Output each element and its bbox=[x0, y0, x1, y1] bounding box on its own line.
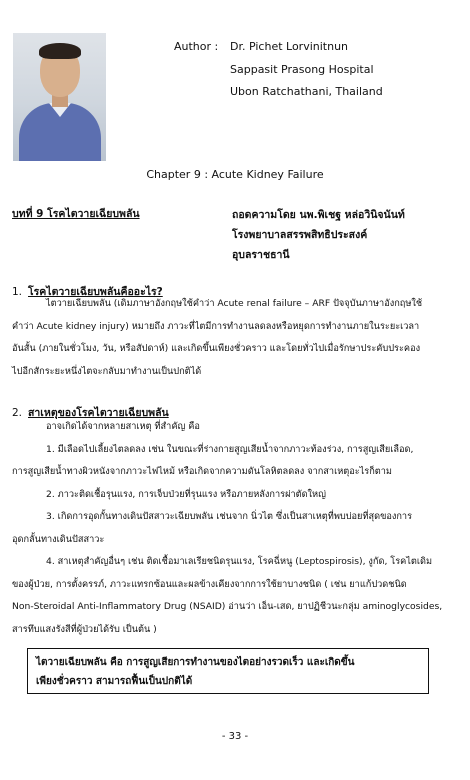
translator-line: ถอดความโดย นพ.พิเชฐ หล่อวินิจนันท์ bbox=[232, 209, 405, 221]
page-number: - 33 - bbox=[221, 731, 249, 742]
list-item-line: 4. สาเหตุสำคัญอื่นๆ เช่น ติดเชื้อมาเลเรียชนิดรุนแรง, โรคฉี่หนู (Leptospirosis), งูกัด, โรคไตเดิม bbox=[46, 556, 433, 567]
definition-box bbox=[27, 648, 429, 694]
list-item-line: ของผู้ป่วย, การตั้งครรภ์, ภาวะแทรกซ้อนและผลข้างเคียงจากการใช้ยาบางชนิด ( เช่น ยาแก้ปวดชนิด bbox=[12, 578, 407, 590]
list-item-line: 2. ภาวะติดเชื้อรุนแรง, การเจ็บป่วยที่รุนแรง หรือภายหลังการผ่าตัดใหญ่ bbox=[46, 488, 326, 500]
translator-hospital: โรงพยาบาลสรรพสิทธิประสงค์ bbox=[232, 229, 368, 241]
paragraph-line: คำว่า Acute kidney injury) หมายถึง ภาวะที่ไตมีการทำงานลดลงหรือหยุดการทำงานภายในระยะเวลา bbox=[12, 320, 420, 332]
author-photo bbox=[13, 33, 106, 161]
photo-hair bbox=[39, 43, 81, 59]
section1-title: โรคไตวายเฉียบพลันคืออะไร? bbox=[28, 286, 163, 298]
definition-line: เพียงชั่วคราว สามารถฟื้นเป็นปกติได้ bbox=[36, 676, 193, 687]
section2-body bbox=[12, 416, 458, 641]
author-location: Ubon Ratchathani, Thailand bbox=[230, 85, 383, 98]
author-hospital: Sappasit Prasong Hospital bbox=[230, 62, 374, 76]
author-block bbox=[174, 36, 383, 104]
paragraph-line: อันสั้น (ภายในชั่วโมง, วัน, หรือสัปดาห์) และเกิดขึ้นเพียงชั่วคราว และโดยทั่วไปเมื่อรักษาประคับประคอง bbox=[12, 343, 421, 354]
list-item-line: 1. มีเลือดไปเลี้ยงไตลดลง เช่น ในขณะที่ร่างกายสูญเสียน้ำจากภาวะท้องร่วง, การสูญเสียเลือด, bbox=[46, 443, 414, 455]
list-item-line: 3. เกิดการอุดกั้นทางเดินปัสสาวะเฉียบพลัน เช่นจาก นิ่วไต ซึ่งเป็นสาเหตุที่พบบ่อยที่สุดของการ bbox=[46, 511, 413, 522]
paragraph-line: ไตวายเฉียบพลัน (เดิมภาษาอังกฤษใช้คำว่า Acute renal failure – ARF ปัจจุบันภาษาอังกฤษใช้ bbox=[46, 298, 423, 309]
thai-chapter-heading: บทที่ 9 โรคไตวายเฉียบพลัน bbox=[12, 208, 140, 220]
section2-title: สาเหตุของโรคไตวายเฉียบพลัน bbox=[28, 407, 169, 419]
definition-line: ไตวายเฉียบพลัน คือ การสูญเสียการทำงานของไตอย่างรวดเร็ว และเกิดขึ้น bbox=[36, 657, 355, 668]
paragraph-line: อาจเกิดได้จากหลายสาเหตุ ที่สำคัญ คือ bbox=[46, 421, 200, 432]
list-item-line: การสูญเสียน้ำทางผิวหนังจากภาวะไฟไหม้ หรือเกิดจากความดันโลหิตลดลง จากสาเหตุอะไรก็ตาม bbox=[12, 466, 392, 477]
author-label: Author : bbox=[174, 40, 219, 53]
translator-city: อุบลราชธานี bbox=[232, 249, 290, 261]
section1-number: 1. bbox=[12, 286, 23, 298]
translator-block bbox=[232, 205, 405, 265]
paragraph-line: ไปอีกสักระยะหนึ่งไตจะกลับมาทำงานเป็นปกติได้ bbox=[12, 365, 202, 377]
list-item-line: สารทึบแสงรังสีที่ผู้ป่วยได้รับ เป็นต้น ) bbox=[12, 623, 157, 635]
list-item-line: อุดกลั้นทางเดินปัสสาวะ bbox=[12, 533, 105, 545]
section1-body bbox=[12, 293, 458, 383]
list-item-line: Non-Steroidal Anti-Inflammatory Drug (NSAID) อ่านว่า เอ็น-เสด, ยาปฏิชีวนะกลุ่ม aminoglycosides, bbox=[12, 601, 443, 612]
author-name: Dr. Pichet Lorvinitnun bbox=[230, 40, 349, 53]
chapter-title: Chapter 9 : Acute Kidney Failure bbox=[146, 168, 324, 181]
section2-number: 2. bbox=[12, 407, 23, 419]
